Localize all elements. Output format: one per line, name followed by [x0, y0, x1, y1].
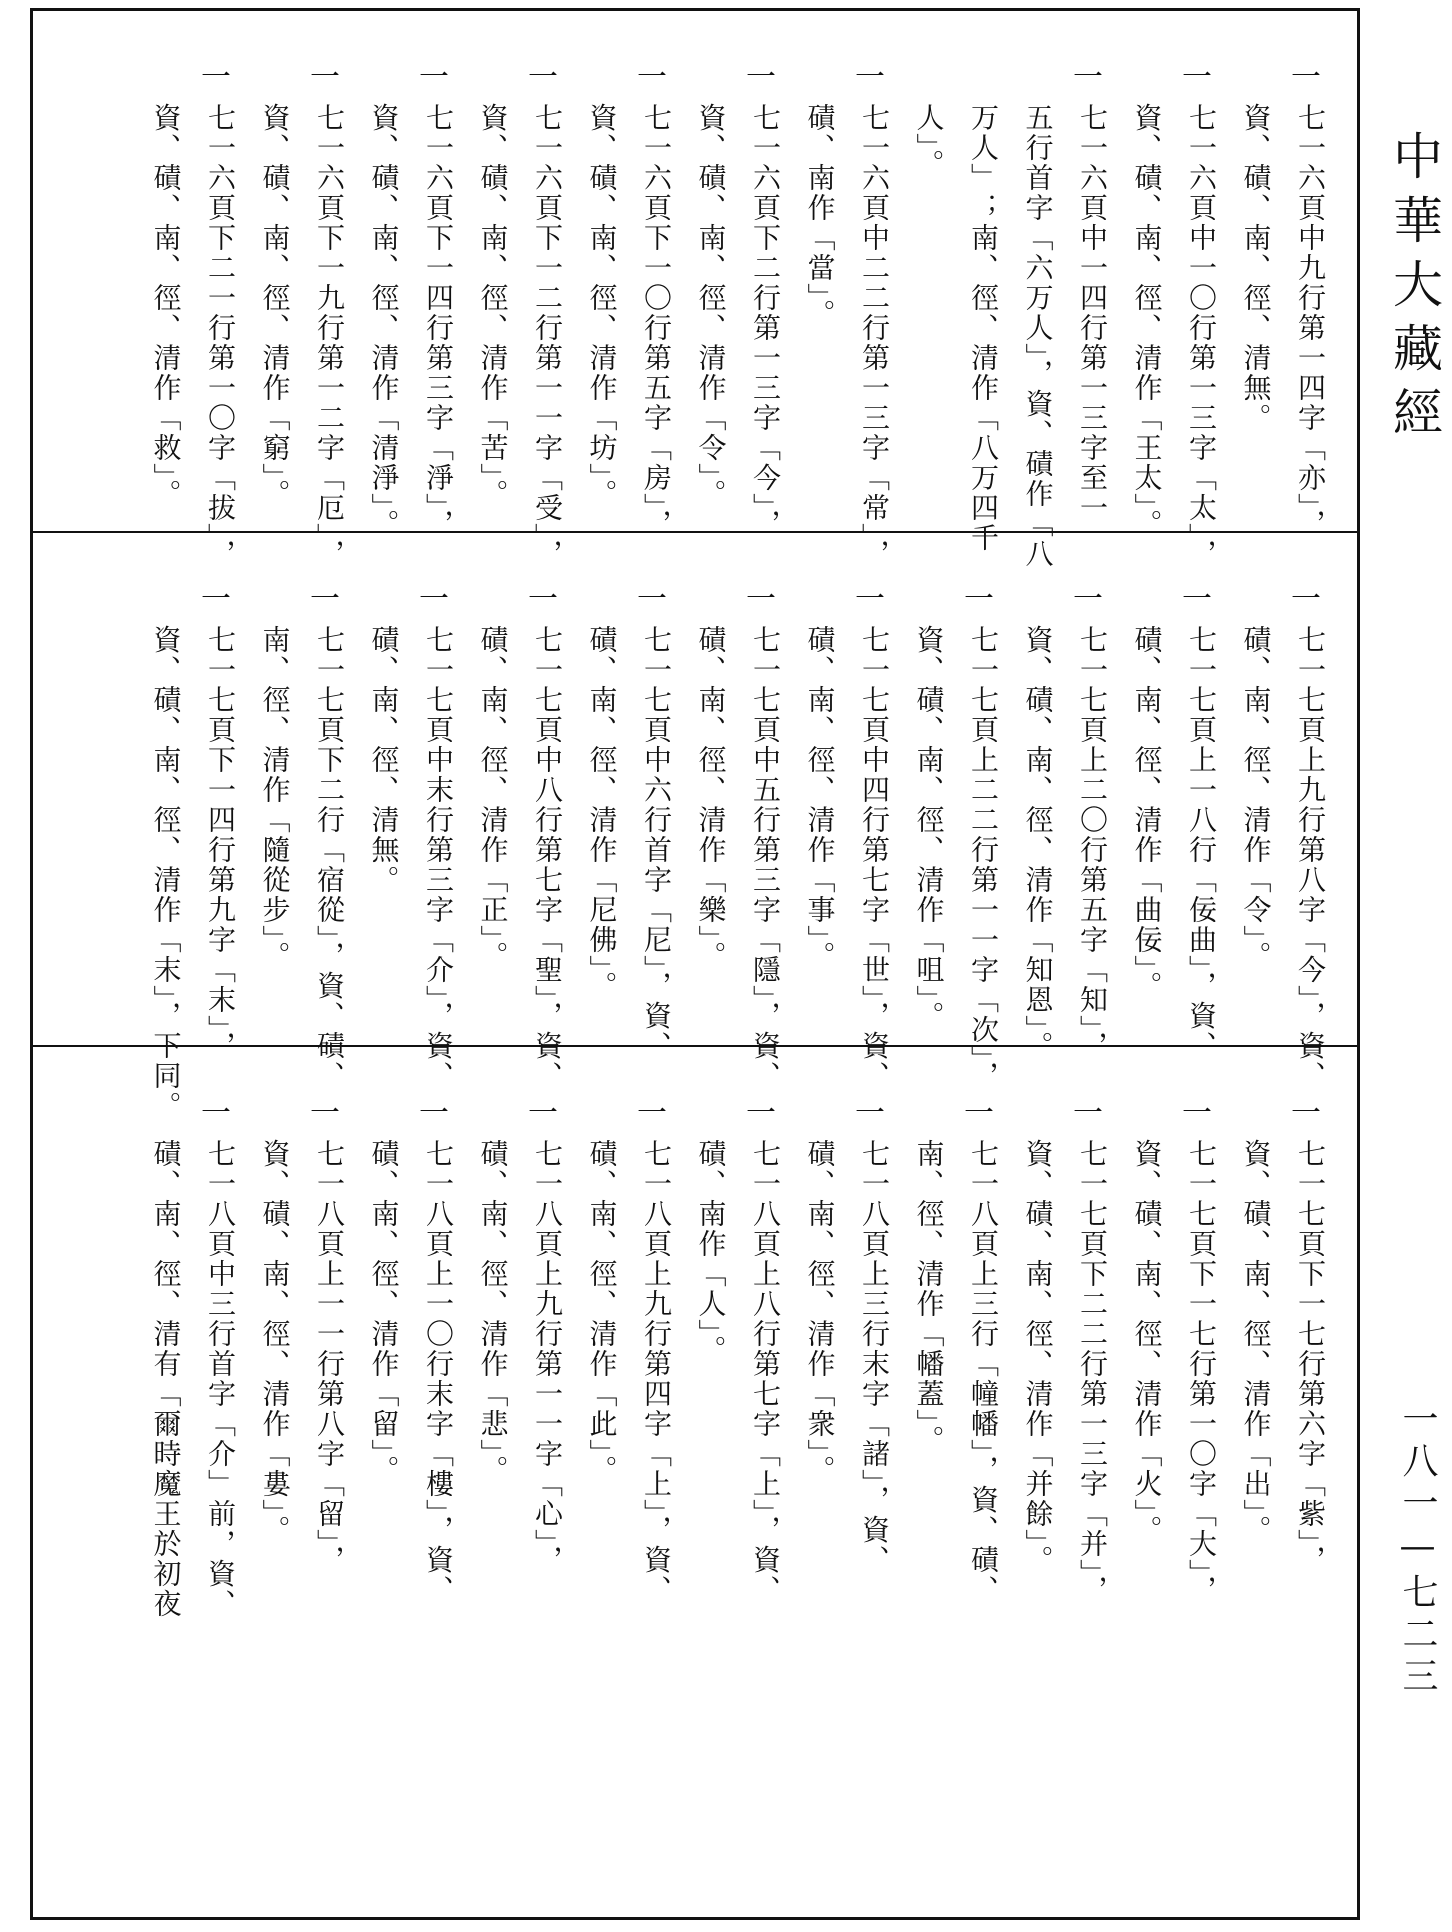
column-text: 七一七頁下一四行第九字「末」， [204, 625, 237, 1061]
text-column [1174, 1096, 1220, 1605]
entry-marker: 一 [637, 1096, 667, 1131]
text-column [139, 63, 185, 509]
entry-marker: 一 [1291, 1096, 1321, 1131]
entry-marker [684, 63, 730, 103]
column-text: 七一八頁上三行末字「諸」，資、 [858, 1139, 891, 1575]
text-column [629, 582, 675, 1061]
entry-marker: 一 [1182, 1096, 1212, 1131]
column-text: 七一六頁中二二行第一三字「常」， [858, 103, 891, 569]
entry-marker [1120, 63, 1166, 103]
text-column [248, 1099, 294, 1545]
column-text: 七一七頁上二二行第一一字「次」， [967, 625, 1000, 1091]
text-column [357, 585, 403, 895]
column-text: 七一七頁下二行「宿從」，資、磧、 [313, 625, 346, 1091]
column-text: 磧、南、徑、清作「尼佛」。 [585, 625, 619, 1001]
column-text: 磧、南、徑、清作「樂」。 [694, 625, 728, 971]
column-text: 磧、南、徑、清作「此」。 [585, 1139, 619, 1485]
entry-marker [466, 1099, 512, 1139]
collection-title: 中華大藏經 [1385, 130, 1443, 450]
text-column [1283, 582, 1329, 1091]
entry-marker [902, 63, 948, 103]
column-text: 七一六頁下一四行第三字「淨」， [422, 103, 455, 539]
column-text: 五行首字「六万人」，資、磧作「八 [1021, 103, 1055, 569]
entry-marker [793, 63, 839, 103]
column-text: 七一七頁下二二行第一三字「并」， [1076, 1139, 1109, 1605]
text-column [684, 1099, 730, 1365]
entry-marker: 一 [419, 582, 449, 617]
entry-marker [1011, 63, 1057, 103]
entry-marker: 一 [1073, 582, 1103, 617]
column-text: 南、徑、清作「隨從步」。 [258, 625, 292, 971]
entry-marker [1011, 1099, 1057, 1139]
column-text: 七一六頁下一二行第一一字「受」， [531, 103, 564, 569]
text-column [684, 585, 730, 971]
column-text: 資、磧、南、徑、清作「苦」。 [476, 103, 510, 509]
entry-marker: 一 [528, 1096, 558, 1131]
text-column [847, 60, 893, 569]
text-column [1011, 63, 1057, 569]
text-column [575, 1099, 621, 1485]
text-column [956, 1096, 1002, 1605]
column-text: 七一六頁中九行第一四字「亦」， [1294, 103, 1327, 539]
column-text: 資、磧、南、徑、清作「救」。 [149, 103, 183, 509]
entry-marker [357, 585, 403, 625]
column-text: 資、磧、南、徑、清作「令」。 [694, 103, 728, 509]
text-column [466, 585, 512, 971]
text-column [1120, 585, 1166, 1001]
text-column [1229, 63, 1275, 433]
text-column [1065, 1096, 1111, 1605]
column-text: 資、磧、南、徑、清作「王太」。 [1130, 103, 1164, 539]
text-column [1229, 1099, 1275, 1545]
column-text: 七一八頁上九行第四字「上」，資、 [640, 1139, 673, 1605]
entry-marker [248, 1099, 294, 1139]
entry-marker: 一 [1073, 60, 1103, 95]
entry-marker [466, 585, 512, 625]
text-column [193, 60, 239, 569]
column-text: 資、磧、南、徑、清作「出」。 [1239, 1139, 1273, 1545]
text-column [1283, 60, 1329, 539]
text-column [956, 63, 1002, 553]
column-text: 人」。 [912, 103, 946, 179]
entry-marker [575, 1099, 621, 1139]
entry-marker [793, 1099, 839, 1139]
entry-marker: 一 [855, 60, 885, 95]
entry-marker [357, 1099, 403, 1139]
column-text: 七一七頁中末行第三字「介」，資、 [422, 625, 455, 1091]
column-text: 七一八頁上三行「幢幡」，資、磧、 [967, 1139, 1000, 1605]
entry-marker: 一 [310, 60, 340, 95]
column-text: 七一七頁下一七行第六字「紫」， [1294, 1139, 1327, 1575]
column-text: 磧、南、徑、清作「令」。 [1239, 625, 1273, 971]
entry-marker [139, 63, 185, 103]
entry-marker [248, 63, 294, 103]
column-text: 磧、南作「人」。 [694, 1139, 728, 1365]
entry-marker: 一 [1182, 582, 1212, 617]
column-text: 七一六頁下二一行第一〇字「拔」， [204, 103, 237, 569]
text-column [847, 582, 893, 1091]
text-column [629, 60, 675, 539]
column-text: 七一七頁中四行第七字「世」，資、 [858, 625, 891, 1091]
text-column [248, 63, 294, 509]
text-column [193, 582, 239, 1061]
text-column [1120, 1099, 1166, 1545]
text-column [793, 1099, 839, 1485]
text-column [466, 1099, 512, 1485]
entry-marker [1229, 1099, 1275, 1139]
entry-marker [956, 63, 1002, 103]
column-text: 磧、南、徑、清作「悲」。 [476, 1139, 510, 1485]
column-text: 磧、南、徑、清作「曲佞」。 [1130, 625, 1164, 1001]
entry-marker [575, 585, 621, 625]
entry-marker: 一 [964, 1096, 994, 1131]
column-text: 磧、南、徑、清作「事」。 [803, 625, 837, 971]
page-number: 一八一—七二三 [1397, 1400, 1438, 1699]
column-text: 七一七頁上二〇行第五字「知」， [1076, 625, 1109, 1061]
entry-marker [1120, 1099, 1166, 1139]
text-column [411, 1096, 457, 1605]
text-column [520, 582, 566, 1091]
column-text: 資、磧、南、徑、清作「并餘」。 [1021, 1139, 1055, 1575]
column-text: 磧、南作「當」。 [803, 103, 837, 329]
text-column [738, 582, 784, 1091]
column-text: 資、磧、南、徑、清作「火」。 [1130, 1139, 1164, 1545]
entry-marker: 一 [855, 582, 885, 617]
column-text: 資、磧、南、徑、清作「末」，下同。 [149, 625, 183, 1121]
column-text: 資、磧、南、徑、清作「知恩」。 [1021, 625, 1055, 1061]
text-column [1065, 60, 1111, 523]
entry-marker: 一 [201, 60, 231, 95]
text-column [1120, 63, 1166, 539]
column-text: 七一八頁中三行首字「介」前，資、 [204, 1139, 237, 1619]
text-column [139, 585, 185, 1121]
column-text: 磧、南、徑、清有「爾時魔王於初夜 [149, 1139, 183, 1619]
column-text: 七一八頁上九行第一一字「心」， [531, 1139, 564, 1575]
register-middle [33, 533, 1357, 1121]
text-column [302, 1096, 348, 1575]
column-text: 七一六頁下二行第一三字「今」， [749, 103, 782, 539]
text-column [793, 585, 839, 971]
column-text: 七一七頁中八行第七字「聖」，資、 [531, 625, 564, 1091]
column-text: 七一六頁下一〇行第五字「房」， [640, 103, 673, 539]
text-column [1011, 585, 1057, 1061]
text-column [902, 1099, 948, 1455]
text-frame [30, 8, 1360, 1920]
column-text: 資、磧、南、徑、清作「清淨」。 [367, 103, 401, 539]
column-text: 七一六頁中一〇行第一三字「太」， [1185, 103, 1218, 569]
entry-marker: 一 [964, 582, 994, 617]
column-text: 資、磧、南、徑、清作「婁」。 [258, 1139, 292, 1545]
entry-marker: 一 [201, 582, 231, 617]
text-column [1174, 582, 1220, 1061]
text-column [1229, 585, 1275, 971]
entry-marker [793, 585, 839, 625]
column-text: 資、磧、南、徑、清作「坊」。 [585, 103, 619, 509]
entry-marker: 一 [1291, 60, 1321, 95]
entry-marker: 一 [1291, 582, 1321, 617]
column-text: 南、徑、清作「幡蓋」。 [912, 1139, 946, 1455]
text-column [956, 582, 1002, 1091]
entry-marker [575, 63, 621, 103]
entry-marker [1011, 585, 1057, 625]
column-text: 七一八頁上一一行第八字「留」， [313, 1139, 346, 1575]
text-column [1283, 1096, 1329, 1575]
entry-marker: 一 [201, 1096, 231, 1131]
entry-marker: 一 [637, 60, 667, 95]
text-column [357, 63, 403, 539]
text-column [302, 60, 348, 569]
column-text: 磧、南、徑、清作「留」。 [367, 1139, 401, 1485]
column-text: 資、磧、南、徑、清作「咀」。 [912, 625, 946, 1031]
column-text: 磧、南、徑、清作「正」。 [476, 625, 510, 971]
entry-marker [1120, 585, 1166, 625]
entry-marker: 一 [1182, 60, 1212, 95]
entry-marker: 一 [419, 60, 449, 95]
text-column [466, 63, 512, 509]
text-column [1174, 60, 1220, 569]
entry-marker: 一 [419, 1096, 449, 1131]
entry-marker [139, 585, 185, 625]
text-column [411, 582, 457, 1091]
entry-marker [684, 585, 730, 625]
column-text: 七一七頁上一八行「佞曲」，資、 [1185, 625, 1218, 1061]
column-text: 万人」；南、徑、清作「八万四千 [967, 103, 1000, 553]
entry-marker [1229, 585, 1275, 625]
entry-marker [1229, 63, 1275, 103]
text-column [248, 585, 294, 971]
entry-marker: 一 [746, 582, 776, 617]
text-column [738, 60, 784, 539]
text-column [575, 585, 621, 1001]
text-column [902, 585, 948, 1031]
text-column [575, 63, 621, 509]
text-column [1011, 1099, 1057, 1575]
entry-marker [684, 1099, 730, 1139]
text-column [847, 1096, 893, 1575]
text-column [1065, 582, 1111, 1061]
entry-marker: 一 [855, 1096, 885, 1131]
text-column [411, 60, 457, 539]
column-text: 七一七頁中六行首字「尼」，資、 [640, 625, 673, 1061]
column-text: 七一七頁下一七行第一〇字「大」， [1185, 1139, 1218, 1605]
text-column [902, 63, 948, 179]
entry-marker: 一 [1073, 1096, 1103, 1131]
column-text: 七一七頁上九行第八字「今」，資、 [1294, 625, 1327, 1091]
entry-marker: 一 [637, 582, 667, 617]
entry-marker: 一 [310, 1096, 340, 1131]
text-column [629, 1096, 675, 1605]
entry-marker: 一 [528, 60, 558, 95]
column-text: 七一八頁上一〇行末字「樓」，資、 [422, 1139, 455, 1605]
entry-marker: 一 [746, 1096, 776, 1131]
column-text: 七一八頁上八行第七字「上」，資、 [749, 1139, 782, 1605]
column-text: 七一七頁中五行第三字「隱」，資、 [749, 625, 782, 1091]
text-column [302, 582, 348, 1091]
text-column [139, 1099, 185, 1619]
entry-marker: 一 [746, 60, 776, 95]
entry-marker [902, 1099, 948, 1139]
register-bottom [33, 1047, 1357, 1917]
register-top [33, 11, 1357, 569]
column-text: 磧、南、徑、清作「衆」。 [803, 1139, 837, 1485]
text-column [520, 1096, 566, 1575]
entry-marker [357, 63, 403, 103]
entry-marker [902, 585, 948, 625]
text-column [684, 63, 730, 509]
entry-marker: 一 [310, 582, 340, 617]
column-text: 磧、南、徑、清無。 [367, 625, 401, 895]
text-column [793, 63, 839, 329]
text-column [193, 1096, 239, 1619]
text-column [357, 1099, 403, 1485]
column-text: 資、磧、南、徑、清作「窮」。 [258, 103, 292, 509]
column-text: 七一六頁中一四行第一三字至一 [1076, 103, 1109, 523]
scan-mark [960, 0, 990, 6]
column-text: 資、磧、南、徑、清無。 [1239, 103, 1273, 433]
entry-marker [248, 585, 294, 625]
entry-marker: 一 [528, 582, 558, 617]
text-column [520, 60, 566, 569]
column-text: 七一六頁下一九行第一二字「厄」， [313, 103, 346, 569]
entry-marker [466, 63, 512, 103]
entry-marker [139, 1099, 185, 1139]
text-column [738, 1096, 784, 1605]
